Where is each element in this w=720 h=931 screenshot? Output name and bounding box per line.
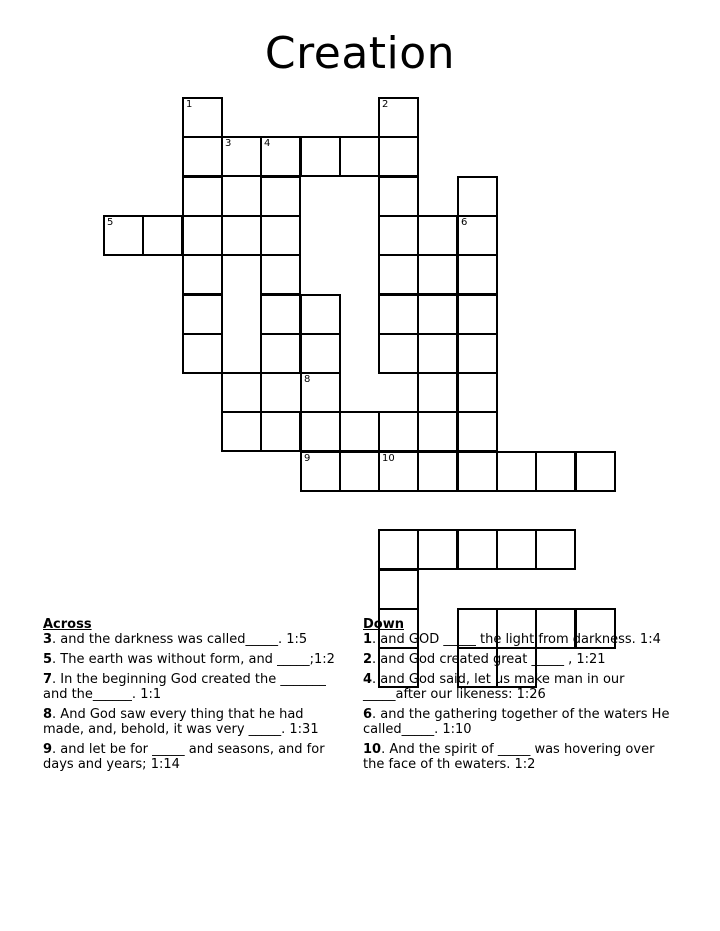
cell-number: 2 [382, 99, 389, 110]
grid-cell[interactable] [260, 136, 301, 177]
grid-cell[interactable] [378, 176, 419, 217]
grid-cell[interactable] [221, 372, 262, 413]
grid-cell[interactable] [417, 529, 458, 570]
clue-text: . and the darkness was called_____. 1:5 [52, 632, 308, 647]
down-clues [363, 617, 673, 777]
grid-cell[interactable] [221, 411, 262, 452]
cell-number: 3 [225, 138, 232, 149]
down-heading: Down [363, 617, 404, 632]
clue-number: 2 [363, 652, 373, 667]
grid-cell[interactable] [457, 411, 498, 452]
grid-cell[interactable] [457, 294, 498, 335]
grid-cell[interactable] [457, 215, 498, 256]
grid-cell[interactable] [182, 136, 223, 177]
clue-text: . and let be for _____ and seasons, and for days and years; 1:14 [43, 742, 329, 772]
grid-cell[interactable] [300, 411, 341, 452]
grid-cell[interactable] [260, 176, 301, 217]
down-clue [363, 632, 673, 647]
grid-cell[interactable] [417, 294, 458, 335]
grid-cell[interactable] [260, 254, 301, 295]
cell-number: 8 [304, 374, 311, 385]
clue-number: 6 [363, 707, 373, 722]
grid-cell[interactable] [182, 294, 223, 335]
grid-cell[interactable] [496, 451, 537, 492]
grid-cell[interactable] [300, 294, 341, 335]
down-clue [363, 707, 673, 737]
clue-text: . The earth was without form, and _____;1:2 [52, 652, 335, 667]
grid-cell[interactable] [378, 97, 419, 138]
grid-cell[interactable] [457, 372, 498, 413]
grid-cell[interactable] [221, 215, 262, 256]
clue-text: . In the beginning God created the _______ and the______. 1:1 [43, 672, 330, 702]
down-clue [363, 652, 673, 667]
grid-cell[interactable] [378, 333, 419, 374]
across-clue [43, 672, 348, 702]
clue-number: 1 [363, 632, 373, 647]
grid-cell[interactable] [378, 411, 419, 452]
grid-cell[interactable] [496, 529, 537, 570]
grid-cell[interactable] [300, 451, 341, 492]
grid-cell[interactable] [300, 372, 341, 413]
grid-cell[interactable] [260, 215, 301, 256]
grid-cell[interactable] [378, 569, 419, 610]
grid-cell[interactable] [457, 529, 498, 570]
grid-cell[interactable] [142, 215, 183, 256]
grid-cell[interactable] [417, 411, 458, 452]
grid-cell[interactable] [378, 136, 419, 177]
grid-cell[interactable] [260, 411, 301, 452]
grid-cell[interactable] [417, 254, 458, 295]
grid-cell[interactable] [339, 451, 380, 492]
grid-cell[interactable] [535, 529, 576, 570]
grid-cell[interactable] [378, 215, 419, 256]
grid-cell[interactable] [457, 333, 498, 374]
cell-number: 5 [107, 217, 114, 228]
grid-cell[interactable] [300, 136, 341, 177]
grid-cell[interactable] [221, 136, 262, 177]
grid-cell[interactable] [417, 451, 458, 492]
clue-number: 9 [43, 742, 53, 757]
down-clue [363, 742, 673, 772]
clue-text: . And the spirit of _____ was hovering over the face of th ewaters. 1:2 [363, 742, 659, 772]
grid-cell[interactable] [378, 529, 419, 570]
grid-cell[interactable] [182, 254, 223, 295]
grid-cell[interactable] [535, 451, 576, 492]
grid-cell[interactable] [260, 294, 301, 335]
clue-number: 5 [43, 652, 53, 667]
cell-number: 4 [264, 138, 271, 149]
cell-number: 1 [186, 99, 193, 110]
grid-cell[interactable] [575, 451, 616, 492]
clue-text: . And God saw every thing that he had made, and, behold, it was very _____. 1:31 [43, 707, 319, 737]
grid-cell[interactable] [378, 294, 419, 335]
cell-number: 9 [304, 453, 311, 464]
clue-text: . and God created great _____ , 1:21 [372, 652, 606, 667]
across-clue [43, 652, 348, 667]
cell-number: 10 [382, 453, 395, 464]
grid-cell[interactable] [182, 333, 223, 374]
grid-cell[interactable] [182, 176, 223, 217]
grid-cell[interactable] [339, 136, 380, 177]
grid-cell[interactable] [260, 333, 301, 374]
grid-cell[interactable] [339, 411, 380, 452]
grid-cell[interactable] [457, 451, 498, 492]
puzzle-title: Creation [264, 28, 456, 79]
across-clue [43, 632, 348, 647]
grid-cell[interactable] [417, 215, 458, 256]
grid-cell[interactable] [378, 254, 419, 295]
clue-number: 3 [43, 632, 53, 647]
grid-cell[interactable] [182, 215, 223, 256]
grid-cell[interactable] [300, 333, 341, 374]
grid-cell[interactable] [417, 372, 458, 413]
grid-cell[interactable] [378, 451, 419, 492]
clue-text: . and God said, let us make man in our _____after our likeness: 1:26 [363, 672, 629, 702]
clue-number: 7 [43, 672, 53, 687]
down-clue [363, 672, 673, 702]
across-clue [43, 742, 348, 772]
clue-number: 10 [363, 742, 382, 757]
clue-number: 4 [363, 672, 373, 687]
grid-cell[interactable] [103, 215, 144, 256]
across-clues [43, 617, 348, 777]
grid-cell[interactable] [417, 333, 458, 374]
grid-cell[interactable] [457, 176, 498, 217]
grid-cell[interactable] [182, 97, 223, 138]
across-clue [43, 707, 348, 737]
grid-cell[interactable] [457, 254, 498, 295]
clue-text: . and the gathering together of the waters He called_____. 1:10 [363, 707, 674, 737]
clue-number: 8 [43, 707, 53, 722]
across-heading: Across [43, 617, 92, 632]
clue-text: . and GOD _____ the light from darkness. 1:4 [372, 632, 661, 647]
cell-number: 6 [461, 217, 468, 228]
